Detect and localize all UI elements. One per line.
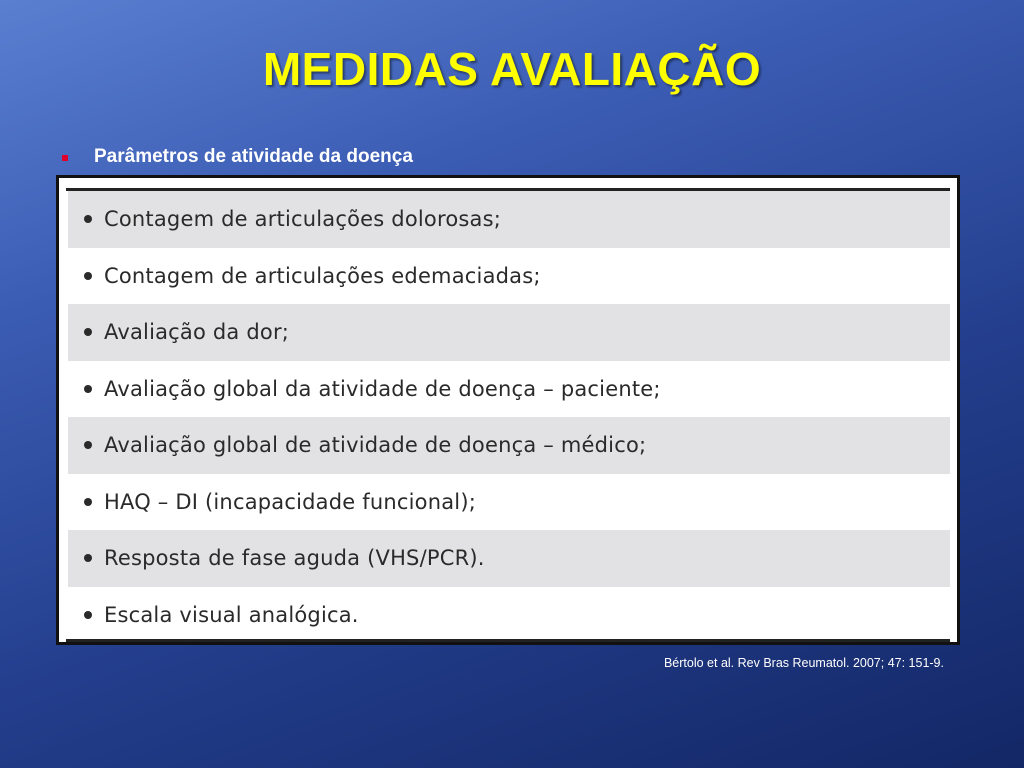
bullet-dot-icon xyxy=(84,441,92,449)
row-text: Avaliação da dor; xyxy=(104,320,290,345)
table-bottom-rule xyxy=(66,639,950,642)
table-row xyxy=(68,530,950,587)
table-row xyxy=(68,587,950,644)
row-text: Escala visual analógica. xyxy=(104,602,359,627)
bullet-item xyxy=(62,144,413,170)
table-row xyxy=(68,248,950,305)
bullet-dot-icon xyxy=(84,498,92,506)
bullet-dot-icon xyxy=(84,611,92,619)
row-text: HAQ – DI (incapacidade funcional); xyxy=(104,489,476,514)
bullet-dot-icon xyxy=(84,328,92,336)
row-text: Avaliação global de atividade de doença – médico; xyxy=(104,433,647,458)
citation: Bértolo et al. Rev Bras Reumatol. 2007; 47: 151-9. xyxy=(663,656,944,670)
table-row xyxy=(68,191,950,248)
table-row xyxy=(68,417,950,474)
row-text: Contagem de articulações dolorosas; xyxy=(104,207,501,232)
bullet-dot-icon xyxy=(84,215,92,223)
criteria-table xyxy=(56,175,960,645)
bullet-text: Parâmetros de atividade da doença xyxy=(94,146,413,167)
row-text: Avaliação global da atividade de doença – paciente; xyxy=(104,376,661,401)
bullet-dot-icon xyxy=(84,385,92,393)
bullet-dot-icon xyxy=(84,272,92,280)
table-row xyxy=(68,474,950,531)
square-bullet-icon xyxy=(62,155,68,161)
slide-title: MEDIDAS AVALIAÇÃO xyxy=(262,43,762,95)
table-row xyxy=(68,304,950,361)
table-rows xyxy=(68,191,950,643)
row-text: Contagem de articulações edemaciadas; xyxy=(104,263,541,288)
row-text: Resposta de fase aguda (VHS/PCR). xyxy=(104,546,485,571)
table-row xyxy=(68,361,950,418)
bullet-dot-icon xyxy=(84,554,92,562)
